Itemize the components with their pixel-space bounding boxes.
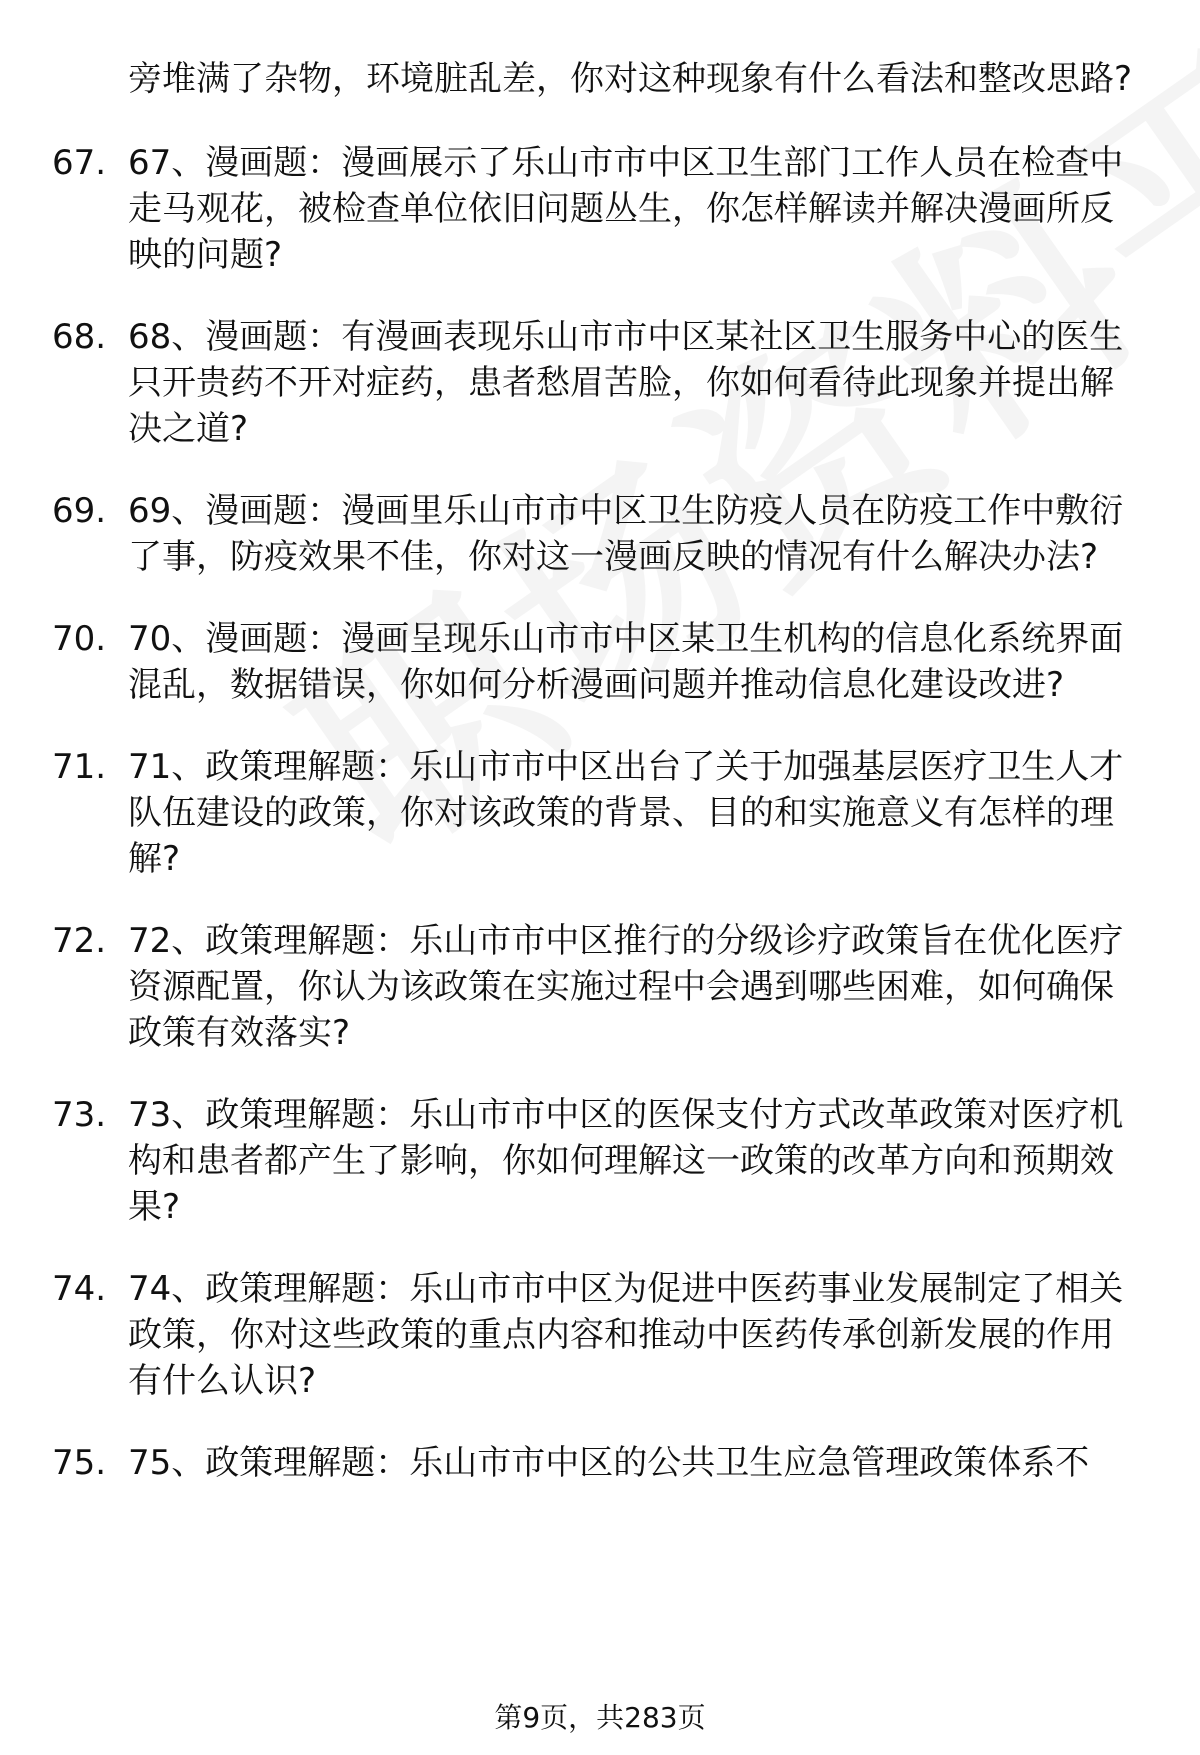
question-text: 67、漫画题：漫画展示了乐山市市中区卫生部门工作人员在检查中走马观花，被检查单位依旧问题丛生，你怎样解读并解决漫画所反映的问题?: [128, 143, 1124, 275]
question-number: 69.: [52, 491, 107, 531]
question-item: [0, 140, 1200, 278]
question-item: [0, 1440, 1200, 1486]
question-item: [0, 488, 1200, 580]
question-item: [0, 314, 1200, 452]
question-number: 70.: [52, 619, 107, 659]
question-item: [0, 616, 1200, 708]
page-footer: 第9页，共283页: [494, 1701, 706, 1734]
question-item: [0, 1092, 1200, 1230]
question-number: 68.: [52, 317, 107, 357]
question-number: 73.: [52, 1095, 107, 1135]
question-number: 74.: [52, 1269, 107, 1309]
question-item: [0, 744, 1200, 882]
question-item: [0, 1266, 1200, 1404]
question-text: 69、漫画题：漫画里乐山市市中区卫生防疫人员在防疫工作中敷衍了事，防疫效果不佳，你对这一漫画反映的情况有什么解决办法?: [128, 491, 1124, 577]
question-text: 68、漫画题：有漫画表现乐山市市中区某社区卫生服务中心的医生只开贵药不开对症药，患者愁眉苦脸，你如何看待此现象并提出解决之道?: [128, 317, 1124, 449]
question-text: 70、漫画题：漫画呈现乐山市市中区某卫生机构的信息化系统界面混乱，数据错误，你如何分析漫画问题并推动信息化建设改进?: [128, 619, 1124, 705]
question-text: 75、政策理解题：乐山市市中区的公共卫生应急管理政策体系不: [128, 1443, 1090, 1483]
continuation-text: 旁堆满了杂物，环境脏乱差，你对这种现象有什么看法和整改思路?: [128, 59, 1133, 99]
question-list: [0, 56, 1200, 1522]
question-number: 71.: [52, 747, 107, 787]
question-text: 73、政策理解题：乐山市市中区的医保支付方式改革政策对医疗机构和患者都产生了影响，你如何理解这一政策的改革方向和预期效果?: [128, 1095, 1124, 1227]
question-text: 71、政策理解题：乐山市市中区出台了关于加强基层医疗卫生人才队伍建设的政策，你对该政策的背景、目的和实施意义有怎样的理解?: [128, 747, 1124, 879]
question-text: 74、政策理解题：乐山市市中区为促进中医药事业发展制定了相关政策，你对这些政策的重点内容和推动中医药传承创新发展的作用有什么认识?: [128, 1269, 1124, 1401]
question-number: 72.: [52, 921, 107, 961]
question-text: 72、政策理解题：乐山市市中区推行的分级诊疗政策旨在优化医疗资源配置，你认为该政策在实施过程中会遇到哪些困难，如何确保政策有效落实?: [128, 921, 1124, 1053]
question-item: [0, 918, 1200, 1056]
question-number: 67.: [52, 143, 107, 183]
question-number: 75.: [52, 1443, 107, 1483]
